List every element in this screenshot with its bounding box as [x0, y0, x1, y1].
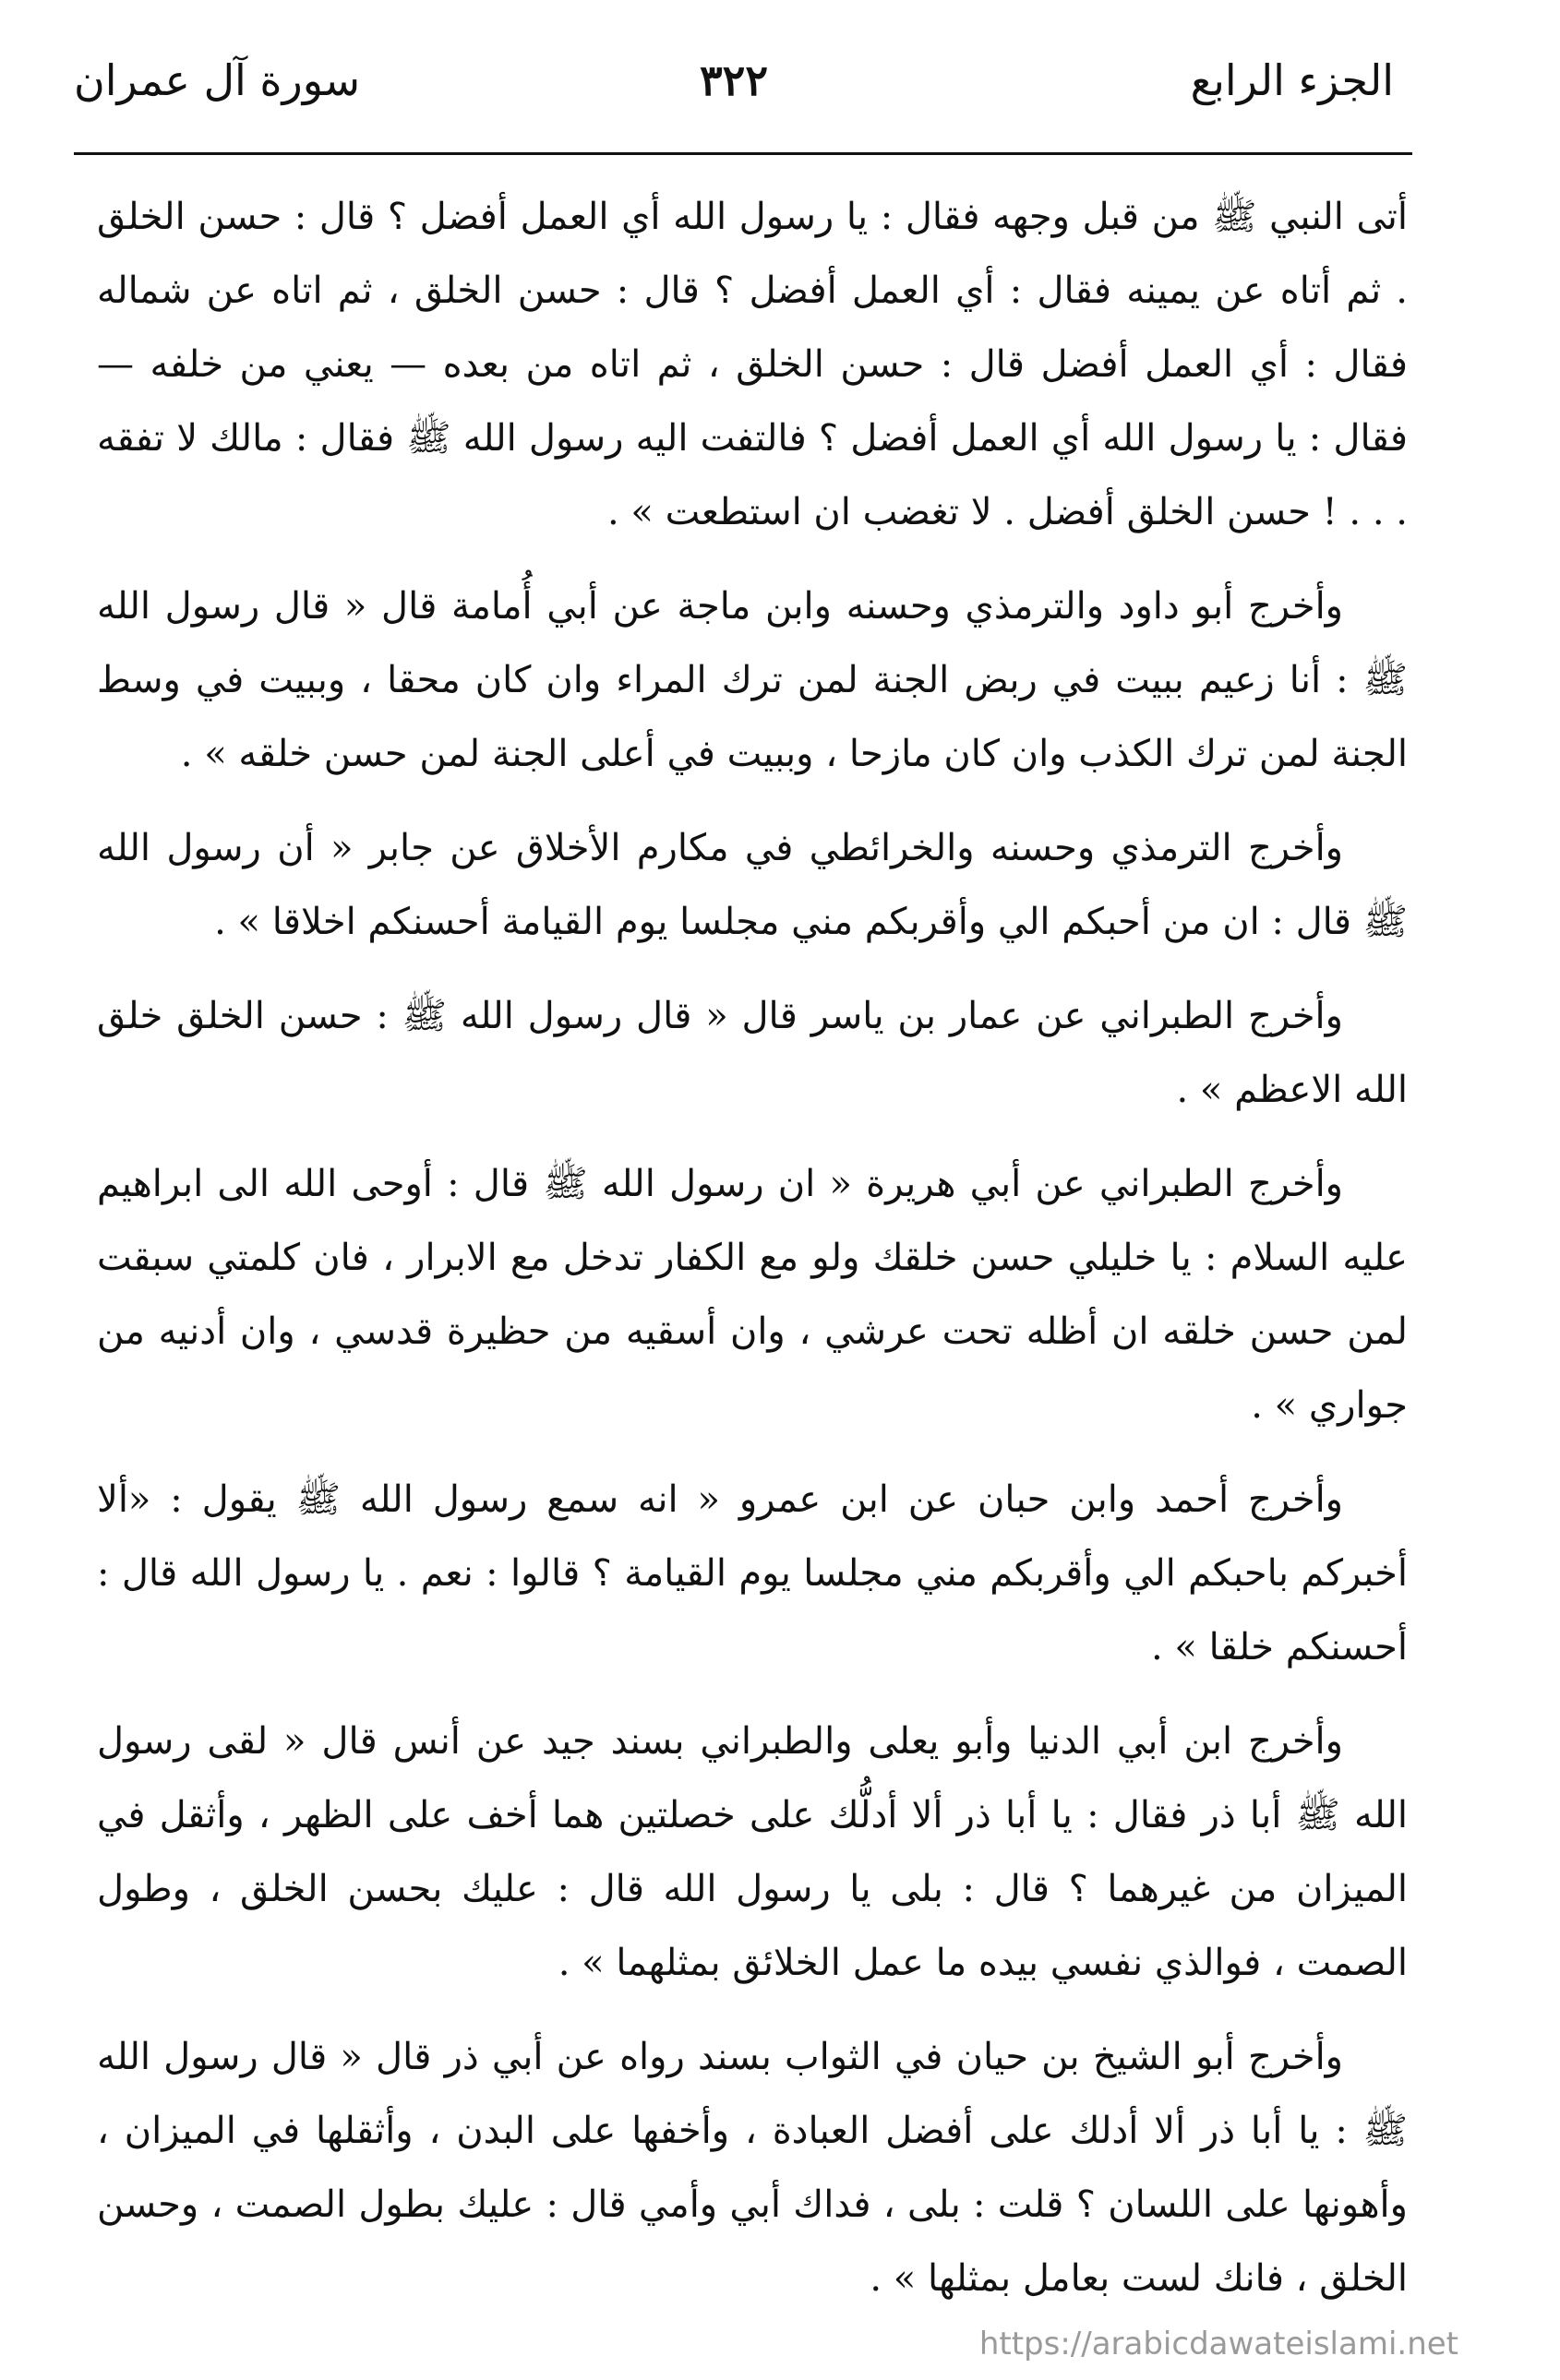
part-label: الجزء الرابع: [1190, 55, 1394, 105]
paragraph-5: وأخرج الطبراني عن أبي هريرة « ان رسول الله ﷺ قال : أوحى الله الى ابراهيم عليه السلام : يا خليلي حسن خلقك ولو مع الكفار تدخل مع الابرار ، فان كلمتي سبقت لمن حسن خلقه ان أظله تحت عرشي ، وان أسقيه من حظيرة قدسي ، وان أدنيه من جواري » .: [97, 1163, 1408, 1427]
surah-label: سورة آل عمران: [74, 55, 361, 105]
page-header: [74, 46, 1394, 148]
paragraph-7: وأخرج ابن أبي الدنيا وأبو يعلى والطبراني بسند جيد عن أنس قال « لقى رسول الله ﷺ أبا ذر فقال : يا أبا ذر ألا أدلُّك على خصلتين هما أخف على الظهر ، وأثقل في الميزان من غيرهما ؟ قال : بلى يا رسول الله قال : عليك بحسن الخلق ، وطول الصمت ، فوالذي نفسي بيده ما عمل الخلائق بمثلهما » .: [97, 1720, 1408, 1984]
paragraph-6: وأخرج أحمد وابن حبان عن ابن عمرو « انه سمع رسول الله ﷺ يقول : «ألا أخبركم باحبكم الي وأقربكم مني مجلسا يوم القيامة ؟ قالوا : نعم . يا رسول الله قال : أحسنكم خلقا » .: [97, 1478, 1408, 1668]
page-number: ٣٢٢: [699, 55, 769, 105]
page-body: [97, 180, 1408, 2339]
paragraph-1: أتى النبي ﷺ من قبل وجهه فقال : يا رسول الله أي العمل أفضل ؟ قال : حسن الخلق . ثم أتاه عن يمينه فقال : أي العمل أفضل ؟ قال : حسن الخلق ، ثم اتاه عن شماله فقال : أي العمل أفضل قال : حسن الخلق ، ثم اتاه من بعده — يعني من خلفه — فقال : يا رسول الله أي العمل أفضل ؟ فالتفت اليه رسول الله ﷺ فقال : مالك لا تفقه . . . ! حسن الخلق أفضل . لا تغضب ان استطعت » .: [97, 196, 1408, 533]
paragraph-4: وأخرج الطبراني عن عمار بن ياسر قال « قال رسول الله ﷺ : حسن الخلق خلق الله الاعظم » .: [97, 995, 1408, 1111]
paragraph-2: وأخرج أبو داود والترمذي وحسنه وابن ماجة عن أبي أُمامة قال « قال رسول الله ﷺ : أنا زعيم ببيت في ربض الجنة لمن ترك المراء وان كان محقا ، وببيت في وسط الجنة لمن ترك الكذب وان كان مازحا ، وببيت في أعلى الجنة لمن حسن خلقه » .: [97, 585, 1408, 775]
watermark-url: https://arabicdawateislami.net: [978, 2326, 1458, 2362]
paragraph-8: وأخرج أبو الشيخ بن حيان في الثواب بسند رواه عن أبي ذر قال « قال رسول الله ﷺ : يا أبا ذر ألا أدلك على أفضل العبادة ، وأخفها على البدن ، وأثقلها في الميزان ، وأهونها على اللسان ؟ قلت : بلى ، فداك أبي وأمي قال : عليك بطول الصمت ، وحسن الخلق ، فانك لست بعامل بمثلها » .: [97, 2036, 1408, 2300]
header-rule: [74, 152, 1412, 155]
paragraph-3: وأخرج الترمذي وحسنه والخرائطي في مكارم الأخلاق عن جابر « أن رسول الله ﷺ قال : ان من أحبكم الي وأقربكم مني مجلسا يوم القيامة أحسنكم اخلاقا » .: [97, 827, 1408, 943]
